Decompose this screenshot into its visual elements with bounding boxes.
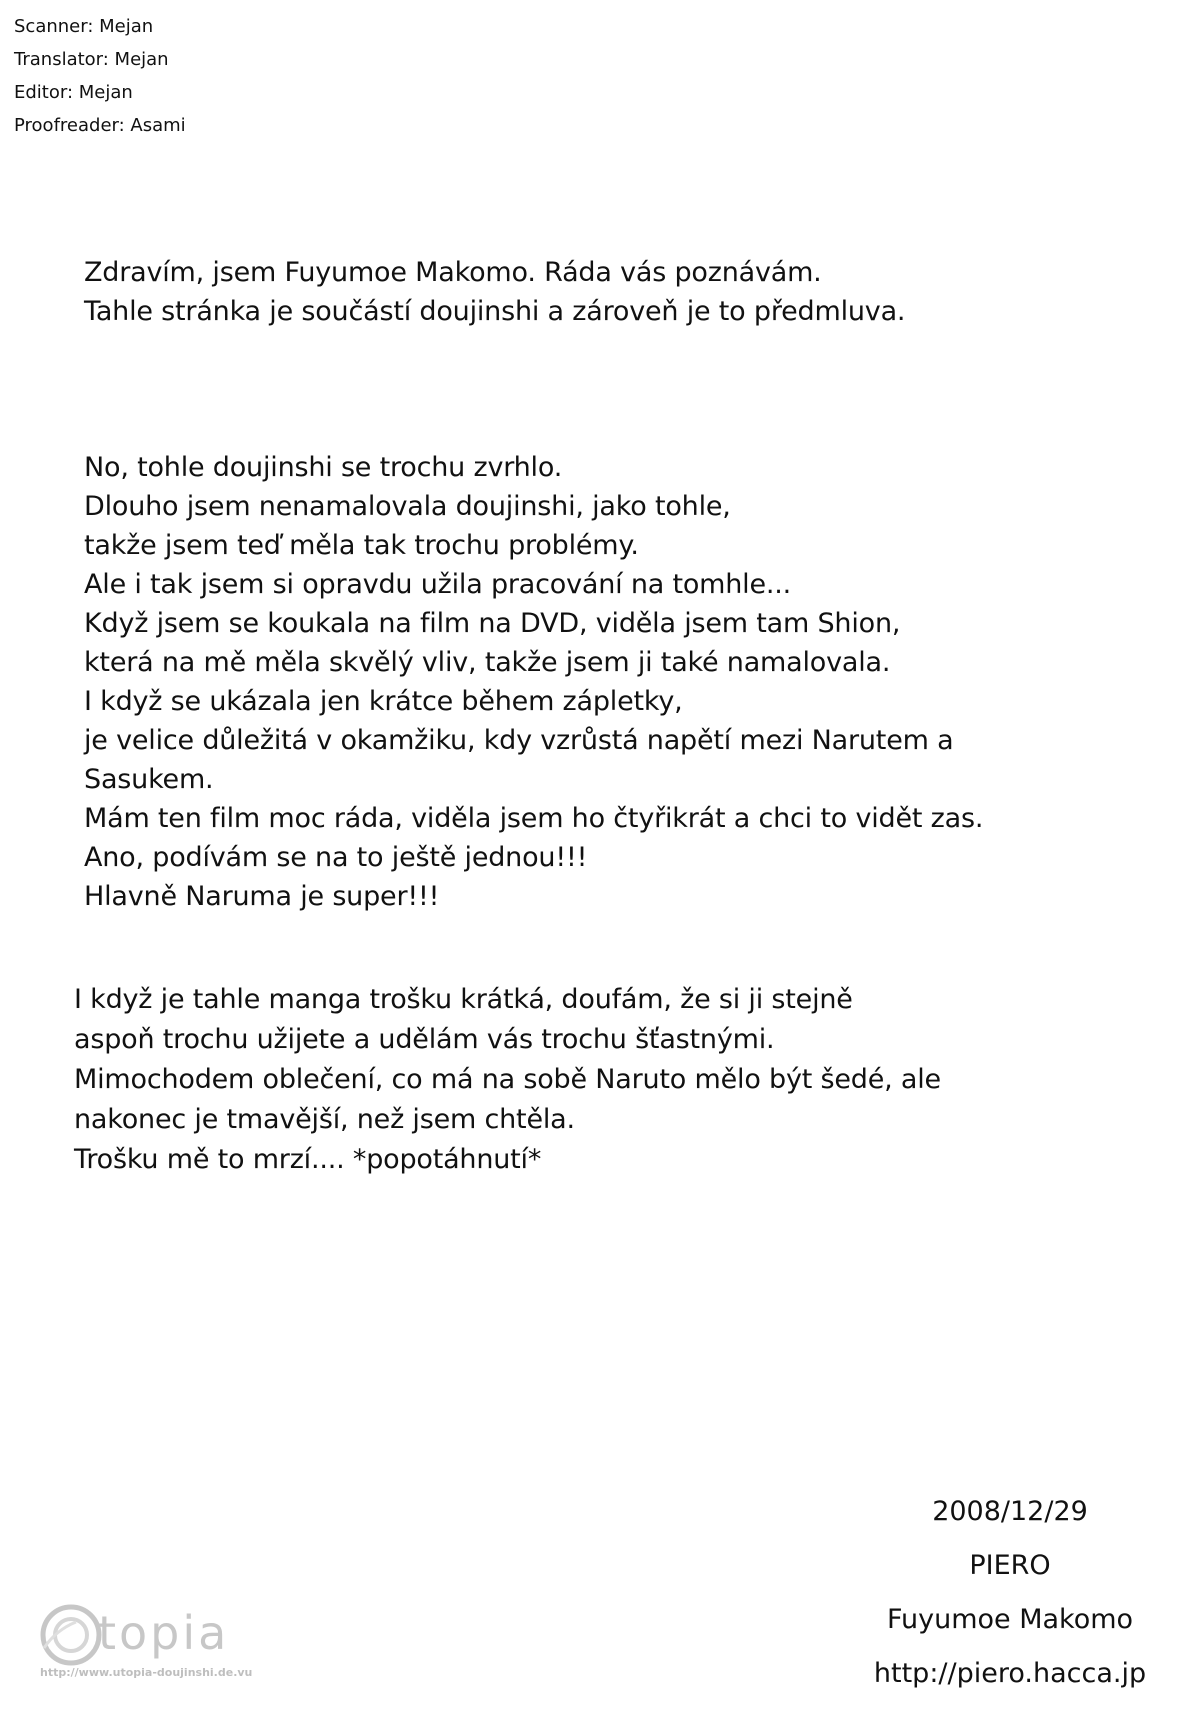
signature-author: Fuyumoe Makomo [886, 1604, 1134, 1635]
watermark-word: topia [98, 1606, 230, 1660]
text-line: takže jsem teď měla tak trochu problémy. [84, 530, 639, 561]
text-line: je velice důležitá v okamžiku, kdy vzrůstá napětí mezi Narutem a [84, 725, 954, 756]
text-line: I když je tahle manga trošku krátká, doufám, že si ji stejně [74, 984, 853, 1015]
text-line: Když jsem se koukala na film na DVD, viděla jsem tam Shion, [84, 608, 901, 639]
text-line: Dlouho jsem nenamalovala doujinshi, jako tohle, [84, 491, 731, 522]
credit-proofreader: Proofreader: Asami [14, 115, 186, 136]
utopia-logo-icon [36, 1600, 106, 1670]
text-line: nakonec je tmavější, než jsem chtěla. [74, 1104, 575, 1135]
signature-date: 2008/12/29 [932, 1496, 1088, 1527]
text-line: No, tohle doujinshi se trochu zvrhlo. [84, 452, 563, 483]
closing-paragraph [74, 980, 941, 1180]
text-line: Sasukem. [84, 764, 214, 795]
signature-url: http://piero.hacca.jp [873, 1658, 1147, 1689]
text-line: Trošku mě to mrzí.... *popotáhnutí* [74, 1144, 542, 1175]
text-line: Mimochodem oblečení, co má na sobě Naruto mělo být šedé, ale [74, 1064, 941, 1095]
text-line: I když se ukázala jen krátce během zápletky, [84, 686, 683, 717]
text-line: Mám ten film moc ráda, viděla jsem ho čtyřikrát a chci to vidět zas. [84, 803, 984, 834]
text-line: která na mě měla skvělý vliv, takže jsem ji také namalovala. [84, 647, 891, 678]
scanlation-credits [14, 10, 186, 142]
author-signature [860, 1485, 1160, 1701]
credit-editor: Editor: Mejan [14, 82, 133, 103]
text-line: Tahle stránka je součástí doujinshi a zároveň je to předmluva. [84, 296, 906, 327]
greeting-paragraph [84, 253, 905, 331]
credit-translator: Translator: Mejan [14, 49, 169, 70]
main-paragraph [84, 448, 983, 916]
credit-scanner: Scanner: Mejan [14, 16, 154, 37]
watermark-url: http://www.utopia-doujinshi.de.vu [40, 1666, 253, 1679]
text-line: Ale i tak jsem si opravdu užila pracování na tomhle... [84, 569, 792, 600]
utopia-watermark [36, 1600, 286, 1695]
signature-circle: PIERO [969, 1550, 1051, 1581]
text-line: aspoň trochu užijete a udělám vás trochu šťastnými. [74, 1024, 775, 1055]
text-line: Hlavně Naruma je super!!! [84, 881, 440, 912]
text-line: Zdravím, jsem Fuyumoe Makomo. Ráda vás poznávám. [84, 257, 822, 288]
text-line: Ano, podívám se na to ještě jednou!!! [84, 842, 588, 873]
